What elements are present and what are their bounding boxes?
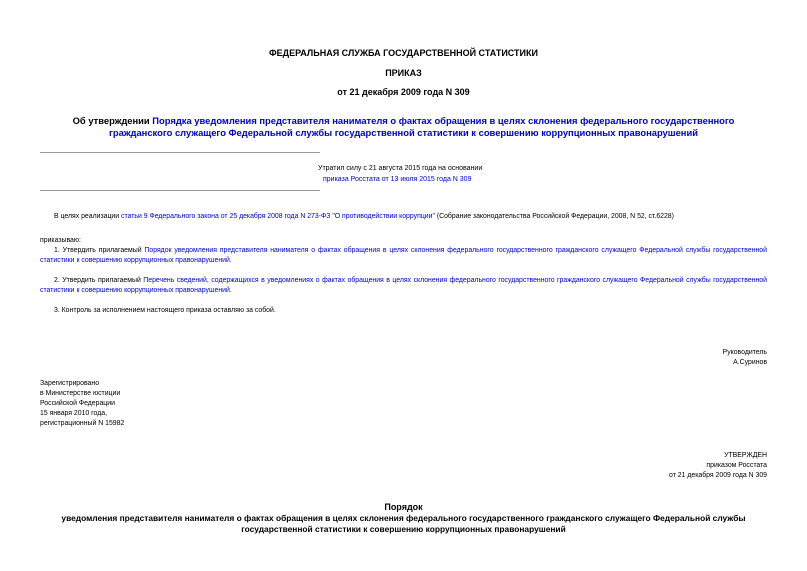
registration-line-1: Зарегистрировано xyxy=(40,380,100,387)
federal-law-link[interactable]: статьи 9 Федерального закона от 25 декабря 2008 года N 273-ФЗ "О противодействии коррупции" xyxy=(121,213,435,220)
preamble xyxy=(54,212,768,222)
divider-top xyxy=(40,152,320,153)
document-type: ПРИКАЗ xyxy=(385,68,422,78)
item-2-suffix: . xyxy=(229,287,232,294)
lost-force-link[interactable]: приказа Росстата от 13 июля 2015 года N 309 xyxy=(323,176,472,183)
procedure-link[interactable]: Порядок уведомления представителя нанимателя о фактах обращения в целях склонения федерального государственного гражданского служащего Федеральной службы государственной статистики к совершению коррупционных правонарушений xyxy=(40,247,767,264)
divider-bottom xyxy=(40,190,320,191)
order-item-3: 3. Контроль за исполнением настоящего приказа оставляю за собой. xyxy=(54,307,276,314)
document-date: от 21 декабря 2009 года N 309 xyxy=(337,87,470,97)
title-link[interactable]: Порядка уведомления представителя нанимателя о фактах обращения в целях склонения федерального государственного гражданского служащего Федеральной службы государственной статистики к совершению коррупционных правонарушений xyxy=(109,115,735,138)
annex-subtitle: уведомления представителя нанимателя о фактах обращения в целях склонения федерального государственного гражданского служащего Федеральной службы государственной статистики к совершению коррупционных правонарушений xyxy=(61,513,746,534)
item-1-suffix: . xyxy=(229,257,232,264)
registration-line-3: Российской Федерации xyxy=(40,400,115,407)
document-title xyxy=(40,115,767,139)
item-2-prefix: 2. Утвердить прилагаемый xyxy=(54,277,144,284)
signature-position: Руководитель xyxy=(722,349,767,356)
order-item-1 xyxy=(40,246,767,266)
order-item-2 xyxy=(40,276,767,296)
item-1-prefix: 1. Утвердить прилагаемый xyxy=(54,247,145,254)
issuing-organization: ФЕДЕРАЛЬНАЯ СЛУЖБА ГОСУДАРСТВЕННОЙ СТАТИСТИКИ xyxy=(269,48,538,58)
lost-force-note: Утратил силу с 21 августа 2015 года на основании xyxy=(318,165,483,172)
registration-line-4: 15 января 2010 года, xyxy=(40,410,107,417)
preamble-prefix: В целях реализации xyxy=(54,213,122,220)
approved-line-2: приказом Росстата xyxy=(706,462,767,469)
signature-name: А.Суринов xyxy=(733,359,767,366)
title-prefix: Об утверждении xyxy=(72,115,153,126)
list-of-information-link[interactable]: Перечень сведений, содержащихся в уведомлениях о фактах обращения в целях склонения федерального государственного гражданского служащего Федеральной службы государственной статистики к совершению коррупционных правонарушений xyxy=(40,277,767,294)
order-word: приказываю: xyxy=(40,237,81,244)
registration-line-5: регистрационный N 15982 xyxy=(40,420,125,427)
approved-line-3: от 21 декабря 2009 года N 309 xyxy=(669,472,767,479)
registration-line-2: в Министерстве юстиции xyxy=(40,390,121,397)
annex-title: Порядок xyxy=(384,502,423,512)
preamble-suffix: (Собрание законодательства Российской Федерации, 2008, N 52, ст.6228) xyxy=(434,213,674,220)
approved-line-1: УТВЕРЖДЕН xyxy=(724,452,767,459)
